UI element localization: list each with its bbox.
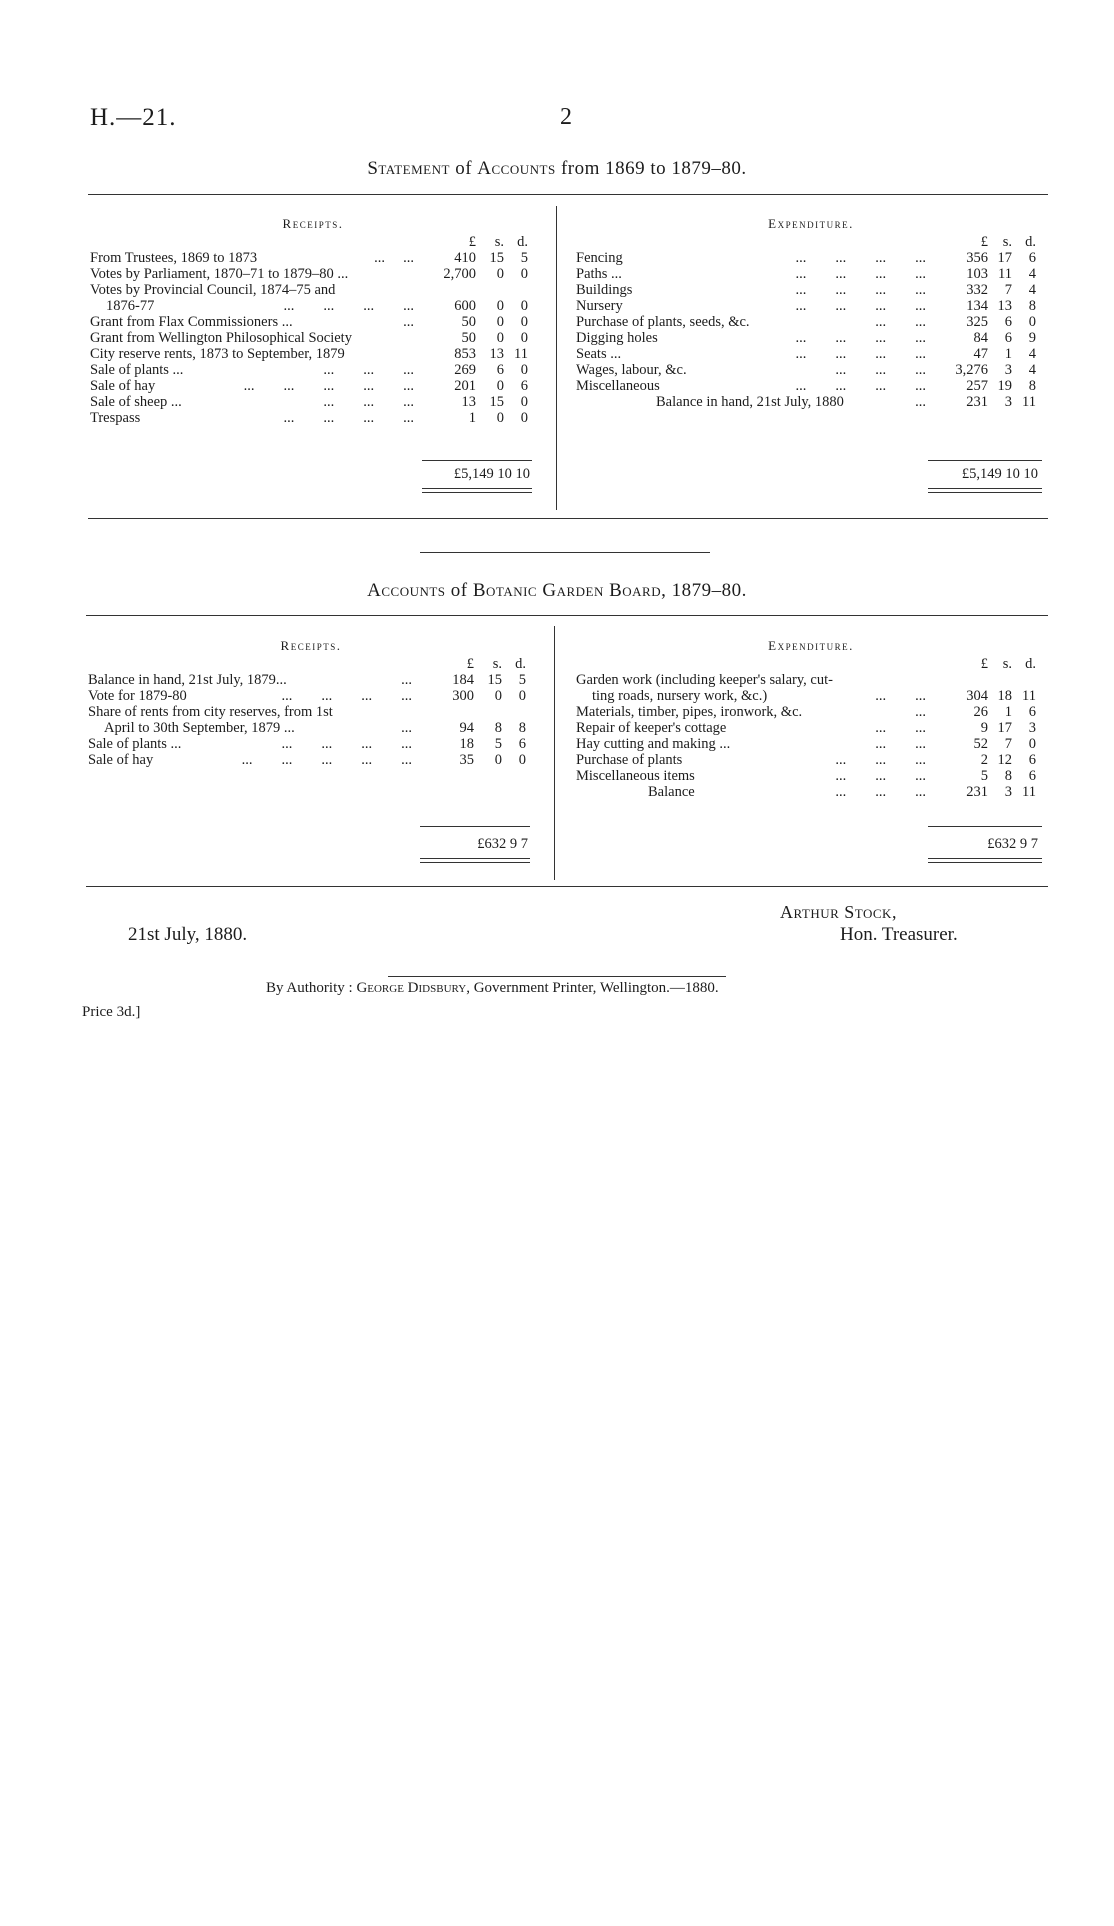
ledger-row — [90, 266, 536, 282]
statement-receipts-total — [90, 466, 536, 482]
botanic-title-period: , 1879–80. — [661, 580, 747, 601]
ledger-row-label: Votes by Provincial Council, 1874–75 and — [90, 282, 336, 298]
botanic-bottom-rule — [86, 886, 1048, 887]
ledger-row-label: Nursery — [576, 298, 623, 314]
amount-shillings: 7 — [1004, 736, 1012, 752]
amount-pounds: 94 — [459, 720, 474, 736]
botanic-expenditure-column-headers — [576, 656, 1046, 672]
ledger-row-leader: ... ... — [875, 720, 926, 736]
pence-header: d. — [1025, 234, 1036, 250]
ledger-row — [576, 688, 1046, 704]
amount-shillings: 13 — [997, 298, 1012, 314]
ledger-row-label: Sale of hay — [90, 378, 156, 394]
ledger-row — [576, 250, 1046, 266]
statement-expenditure-heading: Expenditure. — [768, 216, 854, 231]
botanic-top-rule — [86, 615, 1048, 616]
ledger-row — [90, 282, 536, 298]
ledger-row-label: Wages, labour, &c. — [576, 362, 687, 378]
ledger-row-leader: ... ... — [875, 688, 926, 704]
ledger-row-label: Balance in hand, 21st July, 1879... — [88, 672, 287, 688]
botanic-receipts-total-rule — [420, 826, 530, 827]
treasurer-name: Arthur Stock, — [780, 902, 897, 922]
amount-shillings: 17 — [997, 720, 1012, 736]
ledger-row-label: 1876-77 — [106, 298, 155, 314]
ledger-row — [576, 282, 1046, 298]
ledger-row-label: From Trustees, 1869 to 1873 — [90, 250, 258, 266]
ledger-row-label: Balance — [648, 784, 695, 800]
amount-shillings: 15 — [487, 672, 502, 688]
botanic-receipts-column-headers — [88, 656, 534, 672]
amount-pence: 8 — [1028, 378, 1036, 394]
amount-pounds: 52 — [973, 736, 988, 752]
statement-divider — [556, 206, 557, 510]
amount-pence: 0 — [1028, 314, 1036, 330]
amount-shillings: 8 — [494, 720, 502, 736]
amount-pounds: 853 — [454, 346, 476, 362]
amount-pence: 5 — [520, 250, 528, 266]
ledger-row-label: Balance in hand, 21st July, 1880 — [656, 394, 844, 410]
ledger-row-leader: ... ... ... ... ... — [241, 752, 412, 768]
statement-expenditure-column-headers — [576, 234, 1046, 250]
statement-top-rule — [88, 194, 1048, 195]
amount-pounds: 257 — [966, 378, 988, 394]
statement-title-of: of — [449, 158, 478, 179]
amount-pence: 8 — [1028, 298, 1036, 314]
ledger-row-label: Grant from Flax Commissioners ... — [90, 314, 293, 330]
ledger-row-leader: ... ... ... ... — [283, 410, 414, 426]
botanic-receipts-total-value: £632 9 7 — [477, 836, 528, 852]
amount-shillings: 6 — [496, 362, 504, 378]
ledger-row-leader: ... ... — [875, 736, 926, 752]
amount-pounds: 50 — [461, 314, 476, 330]
ledger-row-label: Materials, timber, pipes, ironwork, &c. — [576, 704, 803, 720]
ledger-row-label: April to 30th September, 1879 ... — [104, 720, 295, 736]
ledger-row-label: Digging holes — [576, 330, 658, 346]
amount-shillings: 8 — [1004, 768, 1012, 784]
amount-pence: 4 — [1028, 266, 1036, 282]
ledger-row-leader: ... ... ... — [835, 362, 926, 378]
ledger-row-leader: ... — [915, 394, 926, 410]
pounds-header: £ — [466, 656, 474, 672]
statement-expenditure-total — [576, 466, 1046, 482]
amount-shillings: 5 — [494, 736, 502, 752]
amount-pence: 5 — [518, 672, 526, 688]
amount-pence: 8 — [518, 720, 526, 736]
statement-receipts-heading: Receipts. — [282, 216, 344, 231]
ledger-row — [576, 314, 1046, 330]
shillings-header: s. — [492, 656, 502, 672]
ledger-row-label: Sale of plants ... — [88, 736, 182, 752]
amount-pence: 11 — [514, 346, 528, 362]
statement-bottom-rule — [88, 518, 1048, 519]
amount-pounds: 1 — [468, 410, 476, 426]
ledger-row-leader: ... — [915, 704, 926, 720]
amount-pence: 6 — [520, 378, 528, 394]
amount-shillings: 6 — [1004, 314, 1012, 330]
amount-shillings: 3 — [1004, 394, 1012, 410]
amount-pence: 0 — [520, 330, 528, 346]
amount-pence: 0 — [520, 362, 528, 378]
amount-pounds: 184 — [452, 672, 474, 688]
botanic-expenditure-panel — [576, 638, 1046, 852]
ledger-row-label: Grant from Wellington Philosophical Society — [90, 330, 352, 346]
amount-pounds: 18 — [459, 736, 474, 752]
ledger-row-label: Seats ... — [576, 346, 622, 362]
botanic-expenditure-heading: Expenditure. — [768, 638, 854, 653]
ledger-row-label: Garden work (including keeper's salary, cut- — [576, 672, 833, 688]
amount-pence: 6 — [518, 736, 526, 752]
amount-pence: 4 — [1028, 362, 1036, 378]
amount-shillings: 1 — [1004, 346, 1012, 362]
treasurer-title: Hon. Treasurer. — [840, 924, 958, 945]
amount-pounds: 103 — [966, 266, 988, 282]
shillings-header: s. — [1002, 234, 1012, 250]
amount-pounds: 600 — [454, 298, 476, 314]
ledger-row — [576, 720, 1046, 736]
ledger-row — [576, 298, 1046, 314]
ledger-row-leader: ... ... ... ... — [795, 298, 926, 314]
botanic-title-of: of — [445, 580, 473, 601]
amount-pounds: 47 — [973, 346, 988, 362]
ledger-row-label: Miscellaneous — [576, 378, 660, 394]
amount-shillings: 15 — [489, 394, 504, 410]
amount-shillings: 18 — [997, 688, 1012, 704]
botanic-receipts-total-double-rule — [420, 858, 530, 863]
amount-pounds: 304 — [966, 688, 988, 704]
ledger-row — [576, 768, 1046, 784]
imprint-line — [266, 980, 719, 997]
shillings-header: s. — [494, 234, 504, 250]
ledger-row — [576, 784, 1046, 800]
ledger-row-label: Purchase of plants — [576, 752, 683, 768]
ledger-row — [88, 720, 534, 736]
imprint-prefix: By Authority : — [266, 980, 357, 996]
botanic-expenditure-total-value: £632 9 7 — [987, 836, 1038, 852]
amount-pence: 0 — [520, 298, 528, 314]
ledger-row-leader: ... ... ... — [835, 784, 926, 800]
pence-header: d. — [517, 234, 528, 250]
ledger-row-leader: ... ... ... ... ... — [243, 378, 414, 394]
statement-title-word: Statement — [367, 158, 450, 179]
ledger-row-leader: ... ... ... — [323, 362, 414, 378]
amount-shillings: 0 — [496, 314, 504, 330]
ledger-row-leader: ... ... ... ... — [795, 250, 926, 266]
ledger-row — [90, 346, 536, 362]
ledger-row-label: Sale of sheep ... — [90, 394, 182, 410]
statement-receipts-total-value: £5,149 10 10 — [453, 466, 530, 482]
botanic-title-accounts: Accounts — [367, 580, 446, 601]
amount-pounds: 26 — [973, 704, 988, 720]
statement-title-period: from 1869 to 1879–80. — [555, 158, 747, 179]
page-number: 2 — [560, 104, 572, 130]
ledger-row-leader: ... ... ... ... — [795, 346, 926, 362]
ledger-row-label: Sale of plants ... — [90, 362, 184, 378]
amount-shillings: 0 — [496, 266, 504, 282]
amount-pounds: 356 — [966, 250, 988, 266]
amount-pounds: 13 — [461, 394, 476, 410]
statement-expenditure-panel — [576, 216, 1046, 482]
ledger-row — [576, 704, 1046, 720]
amount-shillings: 6 — [1004, 330, 1012, 346]
ledger-row-leader: ... ... ... ... — [283, 298, 414, 314]
ledger-row — [90, 378, 536, 394]
amount-shillings: 15 — [489, 250, 504, 266]
amount-pence: 0 — [520, 266, 528, 282]
amount-pence: 11 — [1022, 688, 1036, 704]
amount-pence: 11 — [1022, 784, 1036, 800]
amount-pounds: 2,700 — [443, 266, 476, 282]
amount-pounds: 84 — [973, 330, 988, 346]
botanic-title-board: Botanic Garden Board — [472, 580, 662, 601]
amount-pounds: 231 — [966, 394, 988, 410]
ledger-row — [576, 752, 1046, 768]
ledger-row-label: Vote for 1879-80 — [88, 688, 187, 704]
amount-pence: 0 — [518, 752, 526, 768]
botanic-receipts-total — [88, 836, 534, 852]
amount-pence: 0 — [520, 314, 528, 330]
amount-pence: 3 — [1028, 720, 1036, 736]
imprint-printer: George Didsbury — [356, 980, 467, 996]
ledger-row-label: Votes by Parliament, 1870–71 to 1879–80 ... — [90, 266, 349, 282]
ledger-row-leader: ... ... ... ... — [795, 266, 926, 282]
ledger-row-label: Purchase of plants, seeds, &c. — [576, 314, 750, 330]
ledger-row — [576, 378, 1046, 394]
ledger-row-label: Repair of keeper's cottage — [576, 720, 727, 736]
botanic-expenditure-total-double-rule — [928, 858, 1042, 863]
ledger-row — [90, 394, 536, 410]
amount-pounds: 9 — [980, 720, 988, 736]
ledger-row — [88, 704, 534, 720]
botanic-receipts-panel — [88, 638, 534, 852]
ledger-row-label: Hay cutting and making ... — [576, 736, 731, 752]
ledger-row-leader: ... ... ... — [835, 752, 926, 768]
ledger-row-leader: ... ... — [875, 314, 926, 330]
botanic-expenditure-total-rule — [928, 826, 1042, 827]
amount-pounds: 300 — [452, 688, 474, 704]
ledger-row-leader: ... — [403, 314, 414, 330]
ledger-row-leader: ... ... ... ... — [795, 282, 926, 298]
amount-pounds: 410 — [454, 250, 476, 266]
imprint-suffix: , Government Printer, Wellington.—1880. — [466, 980, 719, 996]
ledger-row-label: Trespass — [90, 410, 141, 426]
ledger-row-leader: ... — [401, 672, 412, 688]
ledger-row — [90, 330, 536, 346]
imprint-rule — [388, 976, 726, 977]
ledger-row-label: Share of rents from city reserves, from 1st — [88, 704, 333, 720]
ledger-row — [90, 250, 536, 266]
amount-pence: 6 — [1028, 768, 1036, 784]
amount-shillings: 17 — [997, 250, 1012, 266]
ledger-row-leader: ... ... ... ... — [281, 736, 412, 752]
amount-pence: 9 — [1028, 330, 1036, 346]
document-reference: H.—21. — [90, 104, 177, 131]
amount-shillings: 13 — [489, 346, 504, 362]
ledger-row-label: City reserve rents, 1873 to September, 1879 — [90, 346, 345, 362]
ledger-row-leader: ... ... ... ... — [281, 688, 412, 704]
statement-receipts-column-headers — [90, 234, 536, 250]
ledger-row-label: Miscellaneous items — [576, 768, 695, 784]
amount-shillings: 3 — [1004, 362, 1012, 378]
statement-receipts-panel — [90, 216, 536, 482]
amount-pounds: 35 — [459, 752, 474, 768]
statement-receipts-total-double-rule — [422, 488, 532, 493]
ledger-row — [88, 672, 534, 688]
amount-pounds: 5 — [980, 768, 988, 784]
amount-pence: 0 — [518, 688, 526, 704]
amount-pence: 6 — [1028, 704, 1036, 720]
amount-shillings: 0 — [496, 298, 504, 314]
ledger-row-label: Sale of hay — [88, 752, 154, 768]
ledger-row — [576, 736, 1046, 752]
amount-shillings: 1 — [1004, 704, 1012, 720]
ledger-row — [90, 362, 536, 378]
botanic-title — [0, 580, 1114, 602]
ledger-row-label: ting roads, nursery work, &c.) — [592, 688, 768, 704]
ledger-row — [576, 394, 1046, 410]
ledger-row — [90, 410, 536, 426]
amount-shillings: 19 — [997, 378, 1012, 394]
amount-shillings: 11 — [998, 266, 1012, 282]
statement-title-accounts: Accounts — [477, 158, 556, 179]
statement-receipts-total-rule — [422, 460, 532, 461]
amount-pence: 4 — [1028, 282, 1036, 298]
ledger-row — [576, 330, 1046, 346]
botanic-divider — [554, 626, 555, 880]
shillings-header: s. — [1002, 656, 1012, 672]
amount-pounds: 269 — [454, 362, 476, 378]
ledger-row-leader: ... ... ... — [835, 768, 926, 784]
botanic-expenditure-total — [576, 836, 1046, 852]
pounds-header: £ — [980, 656, 988, 672]
price-note: Price 3d.] — [82, 1004, 141, 1020]
statement-expenditure-total-rule — [928, 460, 1042, 461]
amount-shillings: 0 — [496, 410, 504, 426]
amount-shillings: 0 — [496, 330, 504, 346]
amount-pence: 11 — [1022, 394, 1036, 410]
section-separator-rule — [420, 552, 710, 553]
amount-pence: 6 — [1028, 250, 1036, 266]
amount-shillings: 0 — [494, 752, 502, 768]
amount-pounds: 50 — [461, 330, 476, 346]
pounds-header: £ — [980, 234, 988, 250]
botanic-receipts-heading: Receipts. — [280, 638, 342, 653]
ledger-row-leader: ... ... ... — [323, 394, 414, 410]
amount-shillings: 12 — [997, 752, 1012, 768]
amount-pounds: 134 — [966, 298, 988, 314]
ledger-row — [88, 752, 534, 768]
amount-pounds: 3,276 — [955, 362, 988, 378]
ledger-row-leader: ... ... ... ... — [795, 378, 926, 394]
statement-title — [0, 158, 1114, 180]
amount-shillings: 3 — [1004, 784, 1012, 800]
pounds-header: £ — [468, 234, 476, 250]
amount-pence: 4 — [1028, 346, 1036, 362]
ledger-row-label: Fencing — [576, 250, 623, 266]
ledger-row-label: Buildings — [576, 282, 633, 298]
amount-pounds: 325 — [966, 314, 988, 330]
pence-header: d. — [515, 656, 526, 672]
ledger-row — [90, 298, 536, 314]
amount-pounds: 201 — [454, 378, 476, 394]
amount-shillings: 7 — [1004, 282, 1012, 298]
statement-expenditure-total-double-rule — [928, 488, 1042, 493]
ledger-row — [576, 672, 1046, 688]
ledger-row-label: Paths ... — [576, 266, 622, 282]
amount-pence: 0 — [520, 410, 528, 426]
ledger-row — [88, 736, 534, 752]
ledger-row — [576, 266, 1046, 282]
ledger-row — [576, 362, 1046, 378]
ledger-row-leader: ... — [401, 720, 412, 736]
signature-date: 21st July, 1880. — [128, 924, 248, 945]
amount-pounds: 231 — [966, 784, 988, 800]
statement-expenditure-total-value: £5,149 10 10 — [961, 466, 1038, 482]
ledger-row-leader: ... ... — [374, 250, 414, 266]
amount-pence: 6 — [1028, 752, 1036, 768]
ledger-row — [88, 688, 534, 704]
pence-header: d. — [1025, 656, 1036, 672]
amount-pounds: 2 — [980, 752, 988, 768]
amount-pence: 0 — [520, 394, 528, 410]
amount-pounds: 332 — [966, 282, 988, 298]
amount-shillings: 0 — [494, 688, 502, 704]
ledger-row-leader: ... ... ... ... — [795, 330, 926, 346]
ledger-row — [90, 314, 536, 330]
amount-shillings: 0 — [496, 378, 504, 394]
amount-pence: 0 — [1028, 736, 1036, 752]
ledger-row — [576, 346, 1046, 362]
